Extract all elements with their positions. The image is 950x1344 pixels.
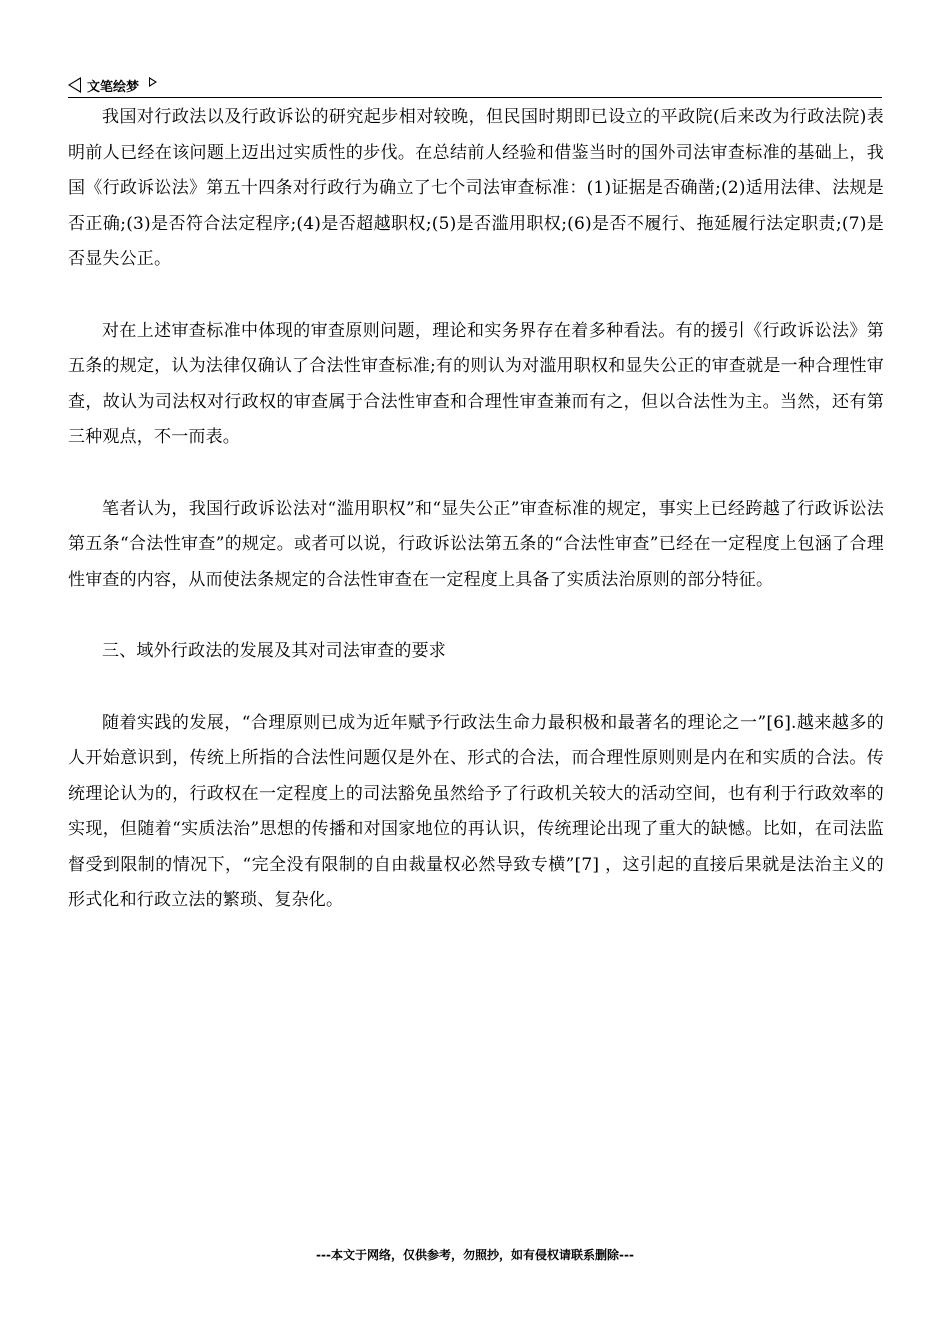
page-header: [68, 74, 157, 96]
header-divider: [68, 97, 882, 98]
paragraph-author-view: 笔者认为，我国行政诉讼法对“滥用职权”和“显失公正”审查标准的规定，事实上已经跨越了行政诉讼法第五条“合法性审查”的规定。或者可以说，行政诉讼法第五条的“合法性审查”已经在一定程度上包涵了合理性审查的内容，从而使法条规定的合法性审查在一定程度上具备了实质法治原则的部分特征。: [68, 498, 884, 590]
header-title: 文笔绘梦: [87, 79, 140, 95]
triangle-left-icon: [68, 77, 81, 93]
section-heading: 三、域外行政法的发展及其对司法审查的要求: [102, 641, 446, 661]
triangle-right-icon: [149, 77, 157, 87]
document-body: [68, 100, 884, 955]
paragraph-review-standards: 我国对行政法以及行政诉讼的研究起步相对较晚，但民国时期即已设立的平政院(后来改为行政法院)表明前人已经在该问题上迈出过实质性的步伐。在总结前人经验和借鉴当时的国外司法审查标准的基础上，我国《行政诉讼法》第五十四条对行政行为确立了七个司法审查标准：(1)证据是否确凿;(2)适用法律、法规是否正确;(3)是否符合法定程序;(4)是否超越职权;(5)是否滥用职权;(6)是否不履行、拖延履行法定职责;(7)是否显失公正。: [68, 107, 884, 269]
paragraph-reasonableness: 随着实践的发展，“合理原则已成为近年赋予行政法生命力最积极和最著名的理论之一”[6].越来越多的人开始意识到，传统上所指的合法性问题仅是外在、形式的合法，而合理性原则则是内在和实质的合法。传统理论认为的，行政权在一定程度上的司法豁免虽然给予了行政机关较大的活动空间，也有利于行政效率的实现，但随着“实质法治”思想的传播和对国家地位的再认识，传统理论出现了重大的缺憾。比如，在司法监督受到限制的情况下，“完全没有限制的自由裁量权必然导致专横”[7] ，这引起的直接后果就是法治主义的形式化和行政立法的繁琐、复杂化。: [68, 712, 884, 910]
page-footer: ---本文于网络，仅供参考，勿照抄，如有侵权请联系删除---: [316, 1248, 634, 1262]
paragraph-review-principles: 对在上述审查标准中体现的审查原则问题，理论和实务界存在着多种看法。有的援引《行政诉讼法》第五条的规定，认为法律仅确认了合法性审查标准;有的则认为对滥用职权和显失公正的审查就是一种合理性审查，故认为司法权对行政权的审查属于合法性审查和合理性审查兼而有之，但以合法性为主。当然，还有第三种观点，不一而表。: [68, 320, 884, 447]
